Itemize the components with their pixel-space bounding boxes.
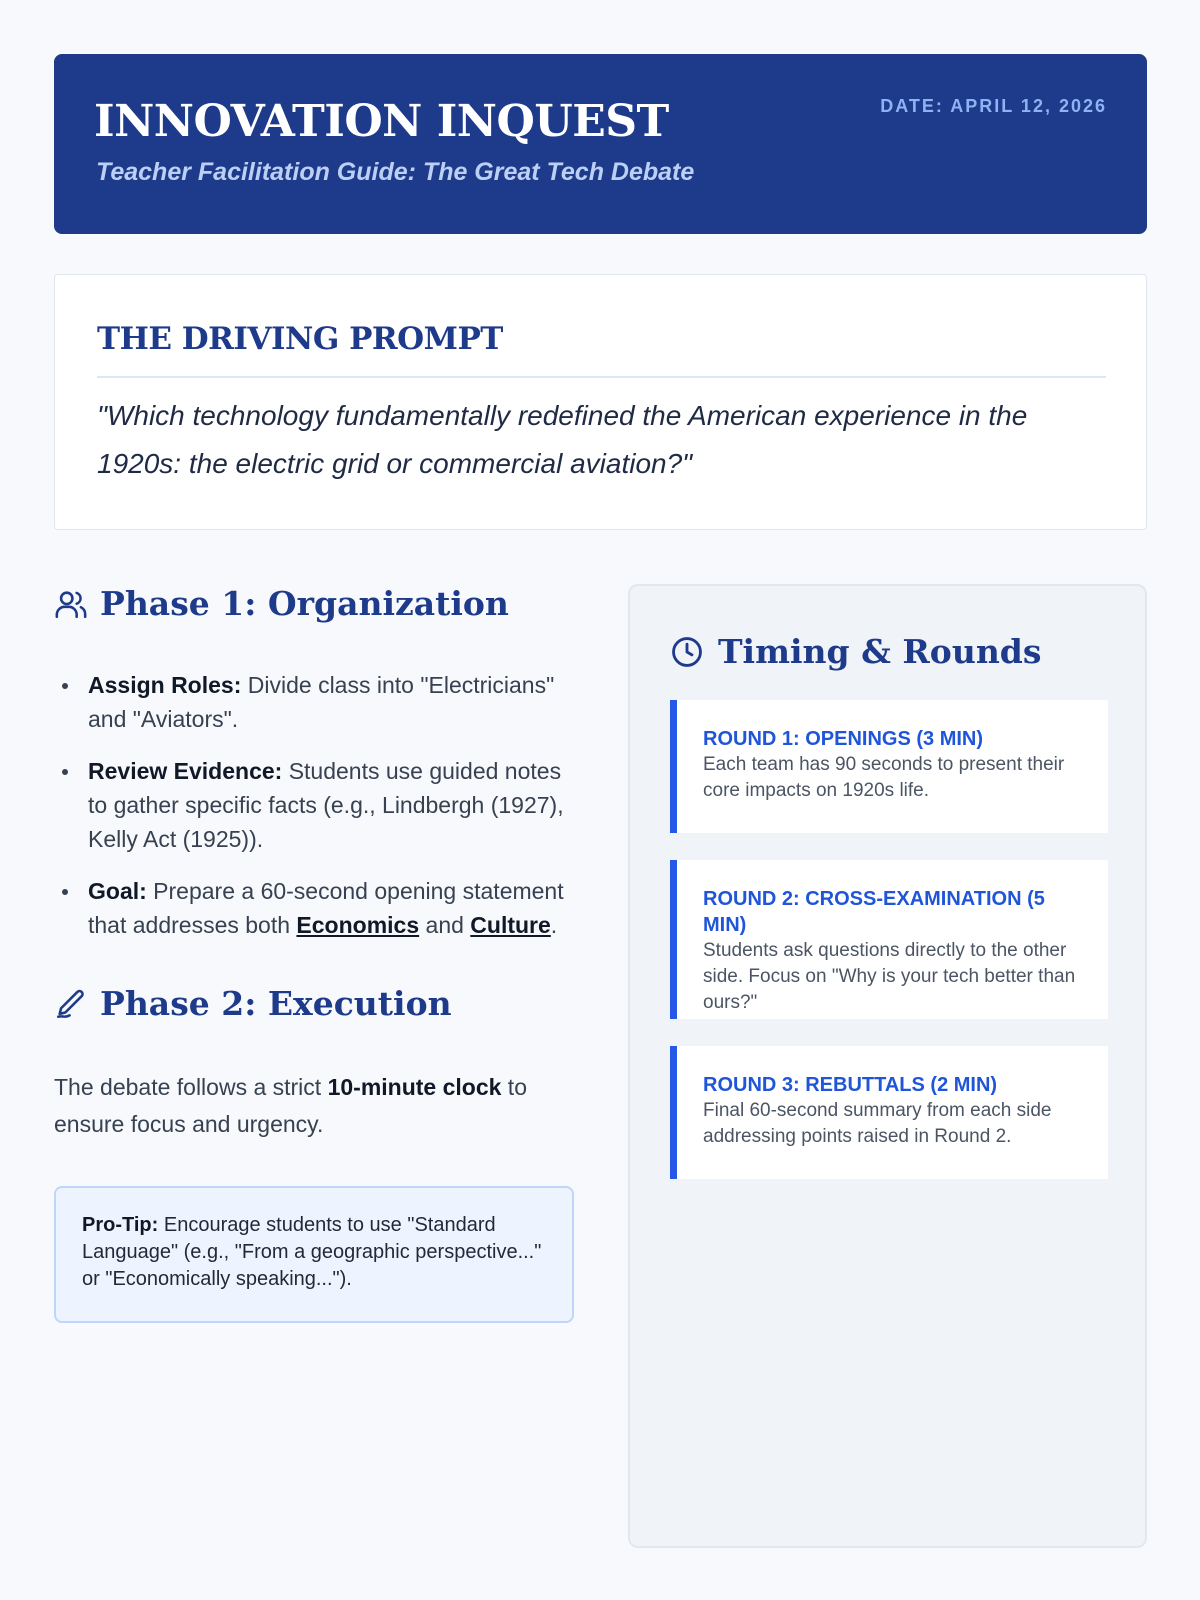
date-label: DATE: APRIL 12, 2026	[880, 96, 1107, 116]
phase1-list	[54, 668, 584, 960]
divider	[97, 376, 1106, 378]
round-card	[670, 1046, 1108, 1179]
emphasis-culture: Culture	[470, 912, 551, 938]
pro-tip-label: Pro-Tip:	[82, 1214, 159, 1236]
bullet-dot	[62, 683, 68, 689]
round-title: ROUND 1: OPENINGS (3 MIN)	[703, 728, 984, 750]
users-icon	[54, 587, 88, 621]
emphasis-economics: Economics	[296, 912, 420, 938]
item-text: Students use guided notes to gather specific facts (e.g., Lindbergh (1927), Kelly Act (1925)).	[88, 758, 564, 852]
item-text: Prepare a 60-second opening statement that addresses both	[88, 878, 564, 938]
item-text: Divide class into "Electricians" and "Aviators".	[88, 672, 555, 732]
phase2-description	[54, 1069, 594, 1143]
item-label: Goal:	[88, 878, 147, 904]
driving-prompt-heading: THE DRIVING PROMPT	[97, 321, 503, 357]
page-title: INNOVATION INQUEST	[94, 96, 669, 147]
phase2-title: Phase 2: Execution	[100, 984, 452, 1023]
list-item	[54, 874, 584, 942]
timing-heading	[670, 632, 1041, 671]
bullet-dot	[62, 889, 68, 895]
header-banner	[54, 54, 1147, 234]
clock-emphasis: 10-minute clock	[327, 1074, 502, 1100]
round-description: Each team has 90 seconds to present their core impacts on 1920s life.	[703, 754, 1065, 801]
round-description: Final 60-second summary from each side addressing points raised in Round 2.	[703, 1100, 1052, 1147]
phase2-heading	[54, 984, 452, 1023]
clock-icon	[670, 635, 704, 669]
phase1-title: Phase 1: Organization	[100, 584, 509, 623]
bullet-dot	[62, 769, 68, 775]
pro-tip-text: Encourage students to use "Standard Language" (e.g., "From a geographic perspective..." or "Economically speaking...").	[82, 1214, 542, 1290]
round-title: ROUND 3: REBUTTALS (2 MIN)	[703, 1074, 998, 1096]
list-item	[54, 754, 584, 856]
phase1-heading	[54, 584, 509, 623]
list-item	[54, 668, 584, 736]
driving-prompt-card	[54, 274, 1147, 530]
page-subtitle: Teacher Facilitation Guide: The Great Tech Debate	[96, 158, 695, 186]
pen-icon	[54, 987, 88, 1021]
driving-prompt-quote: "Which technology fundamentally redefined the American experience in the 1920s: the electric grid or commercial aviation?"	[97, 400, 1028, 479]
text-segment: to ensure focus and urgency.	[54, 1074, 527, 1137]
round-card	[670, 860, 1108, 1019]
timing-panel	[628, 584, 1147, 1548]
round-card	[670, 700, 1108, 833]
text-segment: The debate follows a strict	[54, 1074, 328, 1100]
item-text: and	[419, 912, 471, 938]
item-label: Review Evidence:	[88, 758, 283, 784]
timing-title: Timing & Rounds	[718, 632, 1042, 671]
round-description: Students ask questions directly to the other side. Focus on "Why is your tech better than ours?"	[703, 940, 1076, 1013]
round-title: ROUND 2: CROSS-EXAMINATION (5 MIN)	[703, 888, 1045, 936]
item-text: .	[550, 912, 558, 938]
item-label: Assign Roles:	[88, 672, 242, 698]
pro-tip-box	[54, 1186, 574, 1323]
